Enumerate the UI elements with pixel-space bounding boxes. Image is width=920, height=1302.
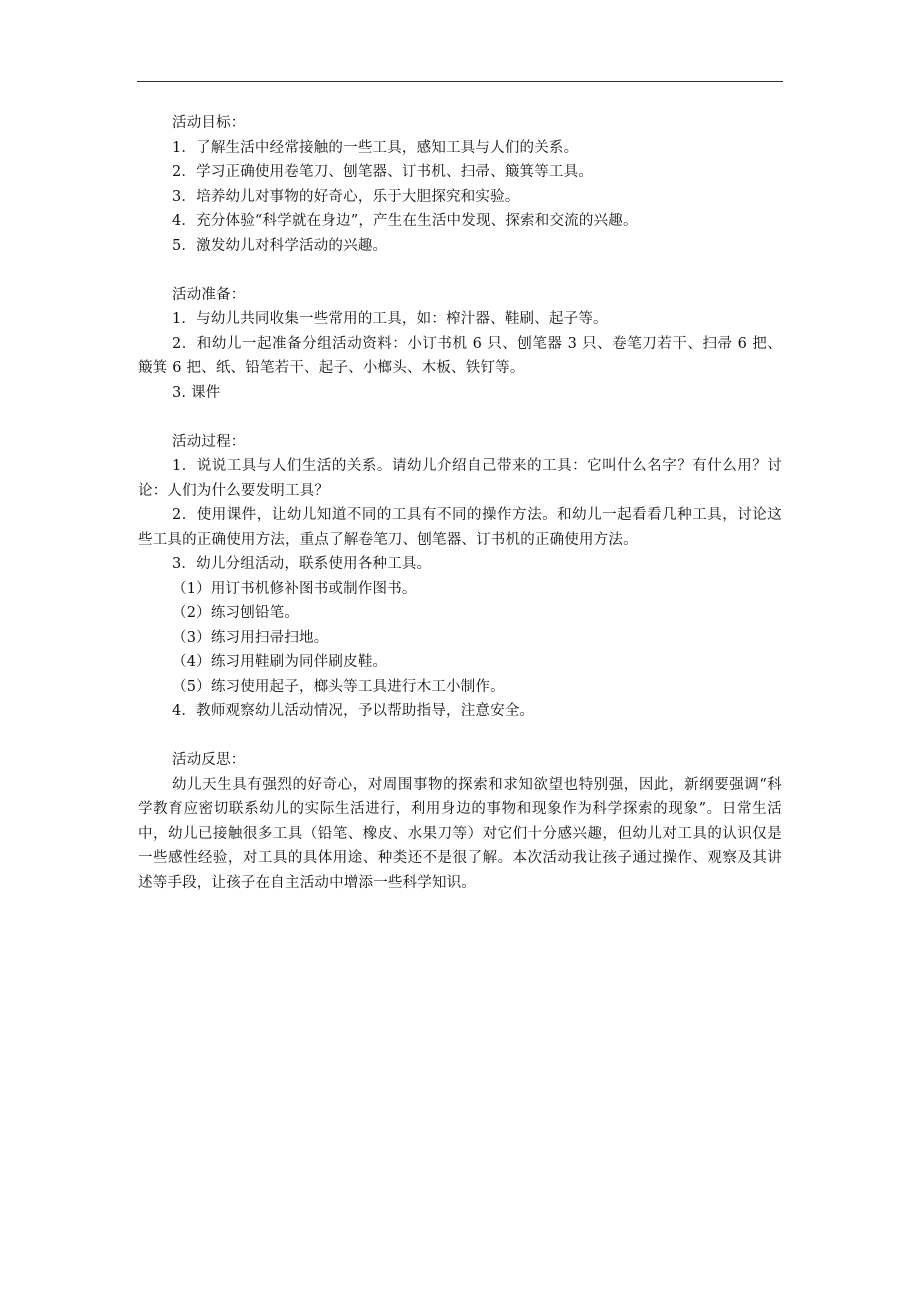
section-heading: 活动过程： [172, 433, 246, 450]
list-item: 4．教师观察幼儿活动情况，予以帮助指导，注意安全。 [172, 703, 535, 719]
section-heading: 活动目标： [172, 115, 246, 131]
list-item: 3．幼儿分组活动，联系使用各种工具。 [172, 556, 432, 572]
list-item: 4．充分体验“科学就在身边”，产生在生活中发现、探索和交流的兴趣。 [172, 213, 638, 229]
list-item: 5．激发幼儿对科学活动的兴趣。 [172, 237, 388, 254]
section-reflection [138, 748, 782, 895]
list-item: 2．使用课件，让幼儿知道不同的工具有不同的操作方法。和幼儿一起看看几种工具，讨论这些工具的正确使用方法，重点了解卷笔刀、刨笔器、订书机的正确使用方法。 [138, 507, 782, 548]
document-body [138, 111, 782, 895]
section-heading: 活动准备： [172, 286, 246, 303]
section-goals [138, 111, 782, 258]
list-item: 2．和幼儿一起准备分组活动资料：小订书机 6 只、刨笔器 3 只、卷笔刀若干、扫帚 6 把、簸箕 6 把、纸、铅笔若干、起子、小榔头、木板、铁钉等。 [138, 335, 782, 376]
list-item: 3. 课件 [172, 384, 221, 401]
list-item: 1．了解生活中经常接触的一些工具，感知工具与人们的关系。 [172, 139, 579, 156]
reflection-paragraph: 幼儿天生具有强烈的好奇心，对周围事物的探索和求知欲望也特别强，因此，新纲要强调“科学教育应密切联系幼儿的实际生活进行，利用身边的事物和现象作为科学探索的现象”。日常生活中，幼儿已接触很多工具（铅笔、橡皮、水果刀等）对它们十分感兴趣，但幼儿对工具的认识仅是一些感性经验，对工具的具体用途、种类还不是很了解。本次活动我让孩子通过操作、观察及其讲述等手段，让孩子在自主活动中增添一些科学知识。 [138, 776, 782, 891]
list-item: （2）练习刨铅笔。 [172, 605, 300, 621]
section-heading: 活动反思： [172, 752, 246, 768]
list-item: 1．与幼儿共同收集一些常用的工具，如：榨汁器、鞋刷、起子等。 [172, 311, 608, 327]
list-item: 3．培养幼儿对事物的好奇心，乐于大胆探究和实验。 [172, 188, 520, 205]
list-item: 2．学习正确使用卷笔刀、刨笔器、订书机、扫帚、簸箕等工具。 [172, 164, 594, 180]
list-item: （5）练习使用起子，榔头等工具进行木工小制作。 [172, 678, 505, 695]
list-item: （1）用订书机修补图书或制作图书。 [172, 580, 417, 597]
section-process [138, 430, 782, 724]
list-item: （4）练习用鞋刷为同伴刷皮鞋。 [172, 654, 388, 670]
section-preparation [138, 283, 782, 406]
list-item: （3）练习用扫帚扫地。 [172, 629, 329, 646]
list-item: 1．说说工具与人们生活的关系。请幼儿介绍自己带来的工具：它叫什么名字？有什么用？讨论：人们为什么要发明工具？ [138, 458, 782, 499]
header-rule [137, 81, 783, 82]
